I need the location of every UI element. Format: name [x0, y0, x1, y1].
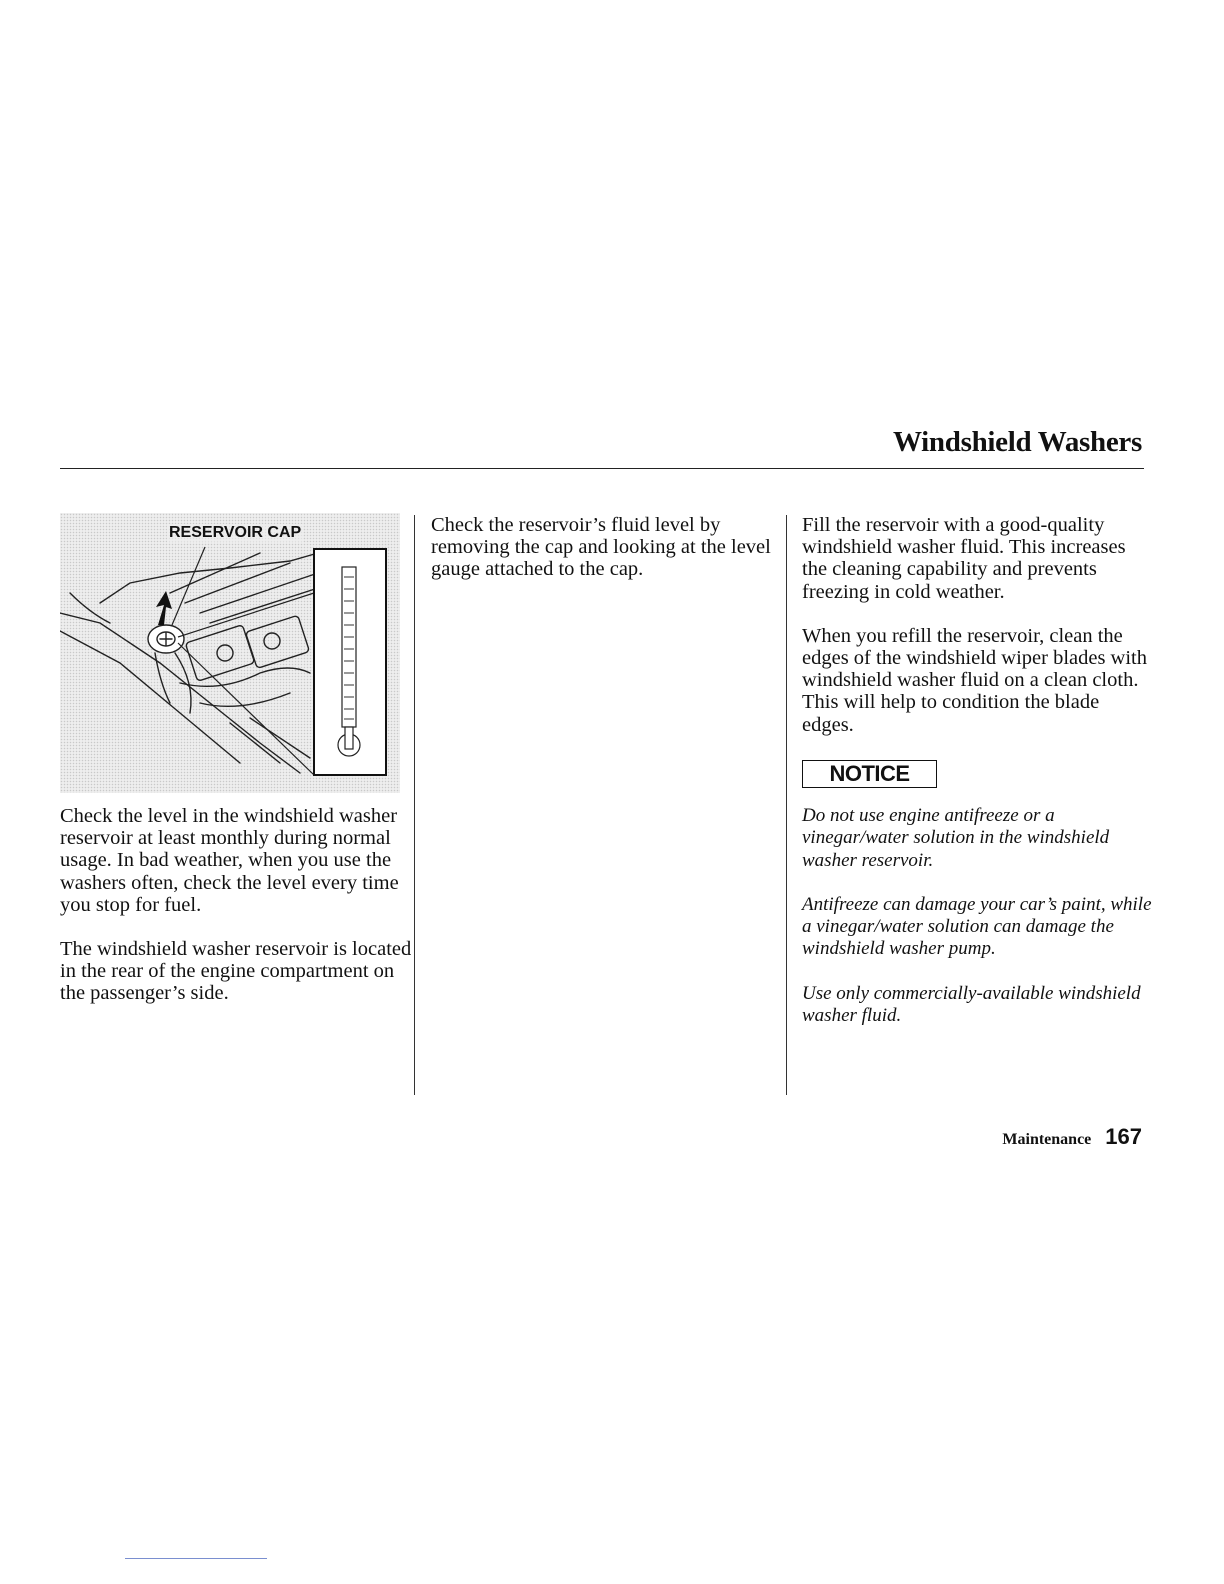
notice-paragraph: Do not use engine antifreeze or a vinegar/water solution in the windshield washer reservoir. — [802, 805, 1110, 871]
paragraph: Check the reservoir’s fluid level by removing the cap and looking at the level gauge attached to the cap. — [431, 514, 771, 581]
notice-label: NOTICE — [802, 760, 937, 788]
paragraph: The windshield washer reservoir is located in the rear of the engine compartment on the passenger’s side. — [60, 938, 412, 1005]
column-divider — [414, 515, 415, 1095]
column-divider — [786, 515, 787, 1095]
paragraph: Fill the reservoir with a good-quality windshield washer fluid. This increases the cleaning capability and prevents freezing in cold weather. — [802, 514, 1126, 603]
middle-column — [431, 514, 773, 603]
figure-label: RESERVOIR CAP — [169, 524, 302, 541]
reservoir-cap-illustration — [60, 513, 400, 793]
paragraph: When you refill the reservoir, clean the edges of the windshield wiper blades with windshield washer fluid on a clean cloth. This will help to condition the blade edges. — [802, 624, 1148, 736]
left-column — [60, 805, 412, 1027]
notice-text — [802, 805, 1152, 1049]
paragraph: Check the level in the windshield washer reservoir at least monthly during normal usage. In bad weather, when you use the washers often, check the level every time you stop for fuel. — [60, 805, 399, 916]
notice-paragraph: Antifreeze can damage your car’s paint, while a vinegar/water solution can damage the windshield washer pump. — [802, 893, 1152, 960]
page-number: 167 — [1105, 1124, 1142, 1149]
engine-bay-drawing — [60, 513, 400, 793]
page-title: Windshield Washers — [893, 426, 1142, 458]
right-column — [802, 514, 1147, 758]
notice-paragraph: Use only commercially-available windshield washer fluid. — [802, 982, 1141, 1027]
page-footer — [1002, 1124, 1142, 1150]
header-rule — [60, 468, 1144, 469]
footer-section: Maintenance — [1002, 1131, 1092, 1148]
bottom-mark — [125, 1558, 267, 1559]
